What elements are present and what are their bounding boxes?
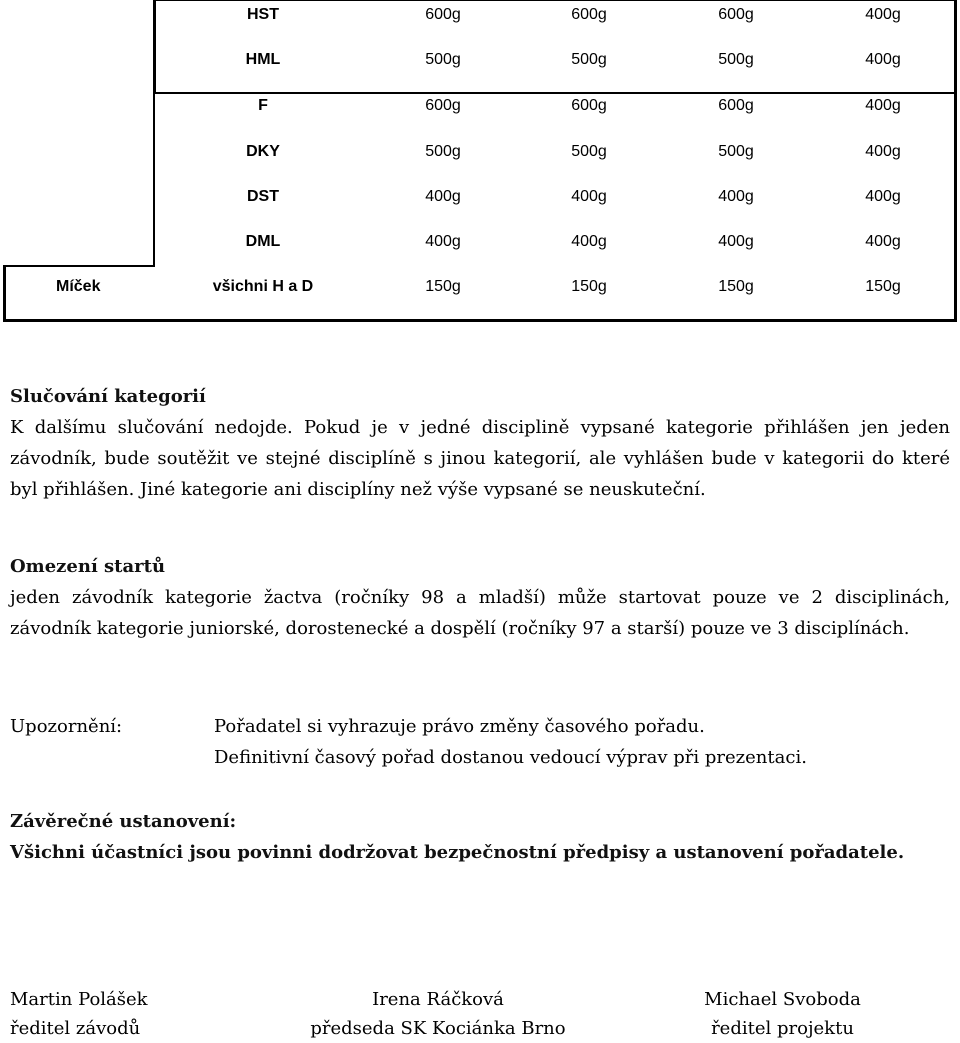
weight-cell: 150g (718, 278, 754, 295)
weight-cell: 400g (571, 233, 607, 250)
table-row (3, 277, 957, 297)
weight-cell: 400g (865, 143, 901, 160)
category-cell: F (258, 97, 268, 114)
signature-role: ředitel projektu (711, 1018, 854, 1039)
table-row (3, 50, 957, 70)
final-section (10, 806, 950, 868)
category-cell: všichni H a D (212, 278, 314, 295)
weight-cell: 600g (425, 6, 461, 23)
weight-cell: 500g (571, 51, 607, 68)
table-row (3, 187, 957, 207)
weight-cell: 500g (718, 143, 754, 160)
weight-cell: 400g (865, 51, 901, 68)
table-border-separator-lower (3, 265, 154, 267)
weight-cell: 500g (425, 51, 461, 68)
weight-cell: 400g (718, 188, 754, 205)
merging-section (10, 381, 950, 505)
limits-text: jeden závodník kategorie žactva (ročníky 98 a mladší) může startovat pouze ve 2 disciplinách, závodník kategorie juniorské, dorostenecké a dospělí (ročníky 97 a starší) pouze ve 3 disciplínách. (10, 587, 950, 639)
weight-cell: 600g (571, 97, 607, 114)
weight-cell: 600g (571, 6, 607, 23)
weight-cell: 150g (425, 278, 461, 295)
table-row (3, 142, 957, 162)
final-heading: Závěrečné ustanovení: (10, 811, 237, 832)
weight-cell: 400g (425, 188, 461, 205)
weight-cell: 500g (571, 143, 607, 160)
weight-cell: 400g (718, 233, 754, 250)
table-row (3, 5, 957, 25)
category-cell: DST (247, 188, 279, 205)
table-row (3, 96, 957, 116)
category-cell: DKY (246, 143, 280, 160)
weight-cell: 150g (865, 278, 901, 295)
table-row (3, 232, 957, 252)
notice-text (214, 711, 807, 773)
signature-role: předseda SK Kociánka Brno (310, 1018, 566, 1039)
notice-line: Pořadatel si vyhrazuje právo změny časového pořadu. (214, 716, 705, 737)
signature-block (10, 985, 148, 1043)
table-border-separator (153, 92, 957, 94)
notice-line: Definitivní časový pořad dostanou vedoucí výprav při prezentaci. (214, 747, 807, 768)
notice-label: Upozornění: (10, 716, 123, 737)
signature-name: Michael Svoboda (704, 989, 861, 1010)
merging-text: K dalšímu slučování nedojde. Pokud je v jedné disciplině vypsané kategorie přihlášen jen jeden závodník, bude soutěžit ve stejné disciplíně s jinou kategorií, ale vyhlášen bude v kategorii do které byl přihlášen. Jiné kategorie ani disciplíny než výše vypsané se neuskuteční. (10, 417, 950, 500)
weight-cell: 400g (865, 97, 901, 114)
weight-cell: 400g (865, 6, 901, 23)
weight-cell: 400g (865, 233, 901, 250)
weight-cell: 400g (425, 233, 461, 250)
category-cell: DML (245, 233, 281, 250)
weight-cell: 500g (718, 51, 754, 68)
weight-cell: 600g (718, 97, 754, 114)
table-border-bottom (3, 319, 957, 322)
final-text: Všichni účastníci jsou povinni dodržovat bezpečnostní předpisy a ustanovení pořadatele. (10, 842, 905, 863)
weight-cell: 500g (425, 143, 461, 160)
weight-cell: 150g (571, 278, 607, 295)
row-label: Míček (56, 278, 101, 295)
weight-cell: 400g (571, 188, 607, 205)
category-cell: HST (247, 6, 279, 23)
weights-table (3, 0, 958, 322)
signature-block (303, 985, 573, 1043)
weight-cell: 600g (718, 6, 754, 23)
signature-block (690, 985, 875, 1043)
weight-cell: 600g (425, 97, 461, 114)
signature-name: Irena Ráčková (372, 989, 504, 1010)
signature-role: ředitel závodů (10, 1018, 141, 1039)
weight-cell: 400g (865, 188, 901, 205)
merging-heading: Slučování kategorií (10, 386, 206, 407)
limits-heading: Omezení startů (10, 556, 166, 577)
signature-name: Martin Polášek (10, 989, 148, 1010)
limits-section (10, 551, 950, 644)
category-cell: HML (245, 51, 281, 68)
table-border-top (153, 0, 957, 1)
